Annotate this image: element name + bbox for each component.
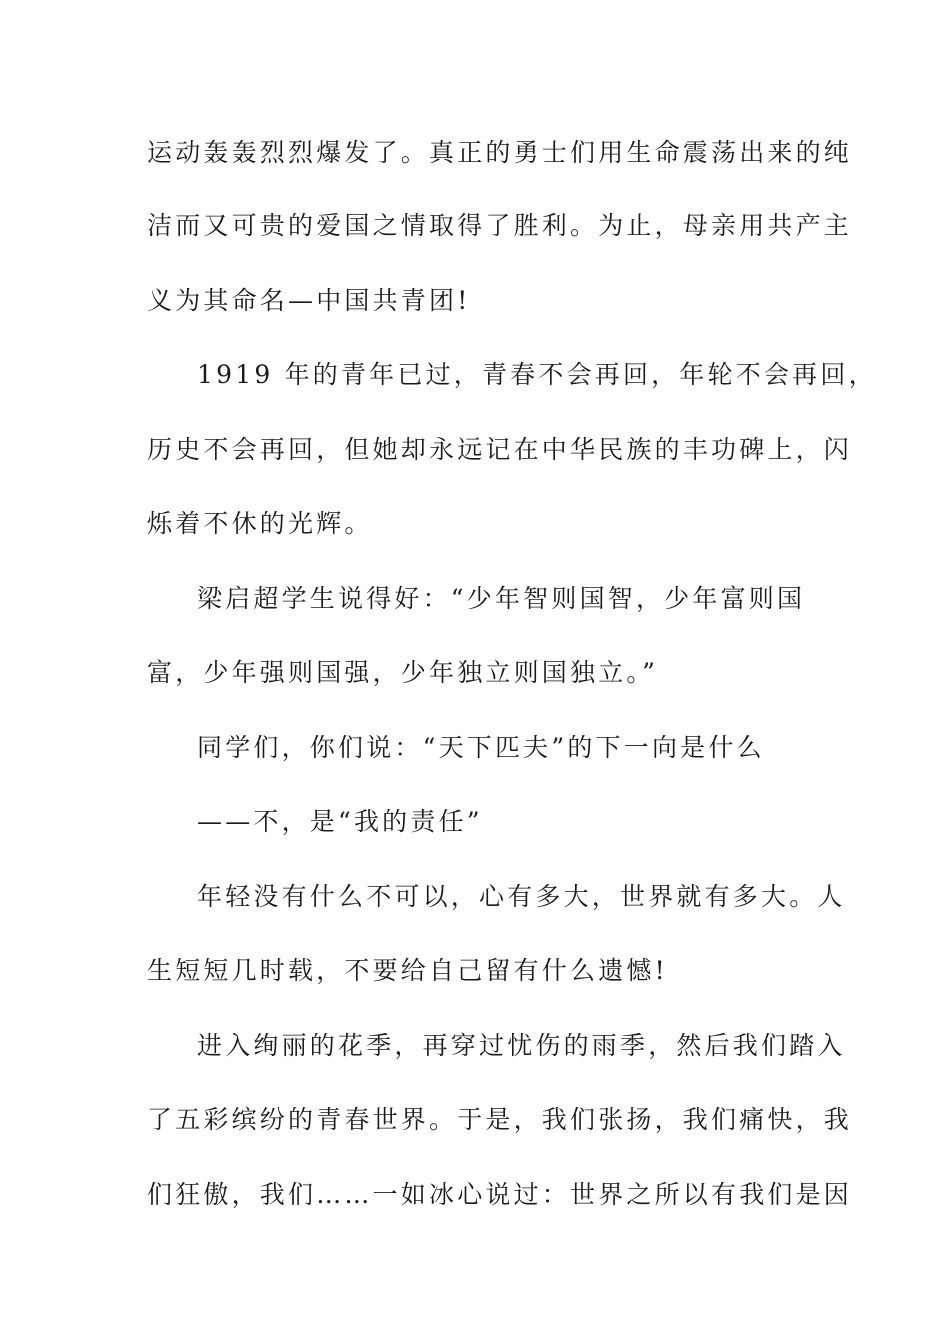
text-line: 们狂傲，我们……一如冰心说过：世界之所以有我们是因 [147, 1180, 853, 1209]
text-line: 义为其命名—中国共青团! [147, 286, 471, 315]
text-line: 同学们，你们说：“天下匹夫”的下一向是什么 [197, 733, 765, 762]
text-line: 1919 年的青年已过，青春不会再回，年轮不会再回， [197, 360, 877, 389]
text-line: 进入绚丽的花季，再穿过忧伤的雨季，然后我们踏入 [197, 1031, 846, 1060]
text-line: 洁而又可贵的爱国之情取得了胜利。为止，母亲用共产主 [147, 211, 853, 240]
text-line: 运动轰轰烈烈爆发了。真正的勇士们用生命震荡出来的纯 [147, 138, 853, 167]
text-line: 了五彩缤纷的青春世界。于是，我们张扬，我们痛快，我 [147, 1105, 853, 1134]
text-line: 年轻没有什么不可以，心有多大，世界就有多大。人 [197, 882, 846, 911]
text-line: 历史不会再回，但她却永远记在中华民族的丰功碑上，闪 [147, 435, 853, 464]
text-line: 生短短几时载，不要给自己留有什么遗憾! [147, 956, 668, 985]
text-line: 烁着不休的光辉。 [147, 509, 373, 538]
text-line: 富，少年强则国强，少年独立则国独立。” [147, 658, 659, 687]
text-line: 梁启超学生说得好：“少年智则国智，少年富则国 [197, 584, 806, 613]
text-line: ——不，是“我的责任” [197, 807, 483, 836]
